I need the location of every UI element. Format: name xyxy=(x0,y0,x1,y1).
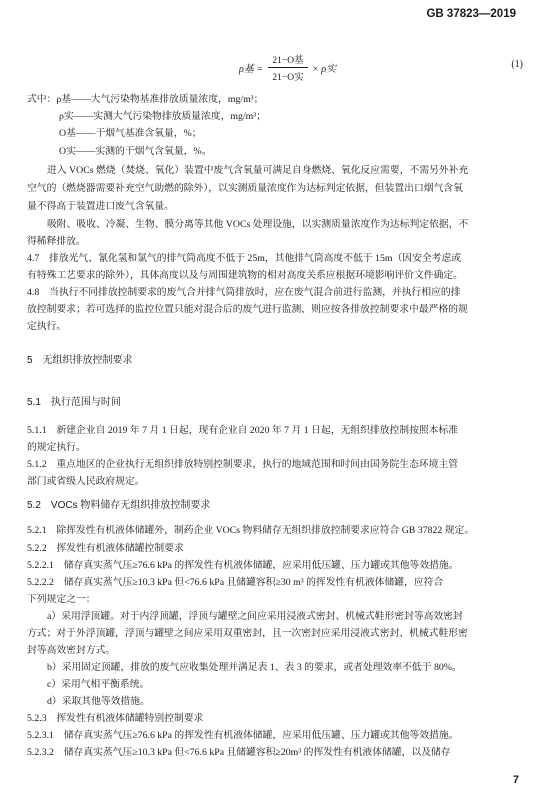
definition-line: 式中：ρ基——大气污染物基准排放质量浓度，mg/m³； xyxy=(27,94,264,105)
clause-5-2-2-2-cont: 下列规定之一： xyxy=(27,594,96,605)
formula-1 xyxy=(0,52,549,83)
clause-5-2-2-2: 5.2.2.2 储存真实蒸气压≥10.3 kPa 但<76.6 kPa 且储罐容积≥30 m³ 的挥发性有机液体储罐，应符合 xyxy=(27,577,444,588)
paragraph-line: 得稀释排放。 xyxy=(27,236,86,247)
clause-5-2-2-1: 5.2.2.1 储存真实蒸气压≥76.6 kPa 的挥发性有机液体储罐，应采用低压罐、压力罐或其他等效措施。 xyxy=(27,560,459,571)
section-5-heading: 5 无组织排放控制要求 xyxy=(27,355,133,366)
section-5-2-heading: 5.2 VOCs 物料储存无组织排放控制要求 xyxy=(27,500,211,511)
definition-line: O实——实测的干烟气含氧量，%。 xyxy=(59,146,212,157)
list-item-a-cont: 方式；对于外浮顶罐，浮顶与罐壁之间应采用双重密封，且一次密封应采用浸液式密封、机械式鞋形密 xyxy=(27,628,468,639)
formula-number: (1) xyxy=(511,59,523,70)
list-item-d: d）采取其他等效措施。 xyxy=(47,696,150,707)
clause-5-2-3: 5.2.3 挥发性有机液体储罐特别控制要求 xyxy=(27,713,204,724)
formula-denominator: 21−O实 xyxy=(272,73,304,83)
definition-line: O基——干烟气基准含氧量，%； xyxy=(59,128,202,139)
clause-5-2-1: 5.2.1 除挥发性有机液体储罐外，制药企业 VOCs 物料储存无组织排放控制要求应符合 GB 37822 规定。 xyxy=(27,525,475,536)
clause-5-2-3-1: 5.2.3.1 储存真实蒸气压≥76.6 kPa 的挥发性有机液体储罐，应采用低压罐、压力罐或其他等效措施。 xyxy=(27,730,459,741)
formula-tail: × ρ实 xyxy=(312,64,337,75)
list-item-a-cont: 封等高效密封方式。 xyxy=(27,645,116,656)
section-5-1-heading: 5.1 执行范围与时间 xyxy=(27,397,121,408)
formula-lhs: ρ基 = xyxy=(239,64,264,75)
clause-5-2-3-2: 5.2.3.2 储存真实蒸气压≥10.3 kPa 但<76.6 kPa 且储罐容积≥20m³ 的挥发性有机液体储罐，以及储存 xyxy=(27,747,451,758)
clause-4-8: 4.8 当执行不同排放控制要求的废气合并排气筒排放时，应在废气混合前进行监测，并执行相应的排 xyxy=(27,287,461,298)
clause-5-2-2: 5.2.2 挥发性有机液体储罐控制要求 xyxy=(27,543,184,554)
list-item-a: a）采用浮顶罐。对于内浮顶罐，浮顶与罐壁之间应采用浸液式密封、机械式鞋形密封等高效密封 xyxy=(47,611,463,622)
clause-5-1-2: 5.1.2 重点地区的企业执行无组织排放特别控制要求，执行的地域范围和时间由国务院生态环境主管 xyxy=(27,459,459,470)
paragraph-line: 吸附、吸收、冷凝、生物、膜分离等其他 VOCs 处理设施，以实测质量浓度作为达标判定依据，不 xyxy=(47,219,469,230)
page-number: 7 xyxy=(512,774,519,786)
formula-fraction xyxy=(268,52,308,83)
definition-line: ρ实——实测大气污染物排放质量浓度，mg/m³； xyxy=(59,111,267,122)
paragraph-line: 进入 VOCs 燃烧（焚烧、氧化）装置中废气含氧量可满足自身燃烧、氧化反应需要，不需另外补充 xyxy=(47,165,469,176)
standard-code: GB 37823—2019 xyxy=(426,8,516,20)
clause-4-7-cont: 有特殊工艺要求的除外），具体高度以及与周围建筑物的相对高度关系应根据环境影响评价文件确定。 xyxy=(27,270,463,281)
clause-5-1-1-cont: 的规定执行。 xyxy=(27,442,86,453)
list-item-b: b）采用固定顶罐，排放的废气应收集处理并满足表 1、表 3 的要求，或者处理效率不低于 80%。 xyxy=(47,662,462,673)
paragraph-line: 空气的（燃烧器需要补充空气助燃的除外），以实测质量浓度作为达标判定依据，但装置出口烟气含氧 xyxy=(27,183,463,194)
paragraph-line: 量不得高于装置进口废气含氧量。 xyxy=(27,201,174,212)
clause-5-1-2-cont: 部门或省级人民政府规定。 xyxy=(27,476,145,487)
list-item-c: c）采用气相平衡系统。 xyxy=(47,679,150,690)
clause-4-8-cont: 放控制要求；若可选择的监控位置只能对混合后的废气进行监测，则应按各排放控制要求中最严格的规 xyxy=(27,304,468,315)
clause-4-7: 4.7 排放光气、氰化氢和氯气的排气筒高度不低于 25m，其他排气筒高度不低于 15m（因安全考虑或 xyxy=(27,253,462,264)
clause-4-8-cont: 定执行。 xyxy=(27,321,67,332)
clause-5-1-1: 5.1.1 新建企业自 2019 年 7 月 1 日起，现有企业自 2020 年 7 月 1 日起，无组织排放控制按照本标准 xyxy=(27,425,459,436)
formula-numerator: 21−O基 xyxy=(268,52,308,68)
